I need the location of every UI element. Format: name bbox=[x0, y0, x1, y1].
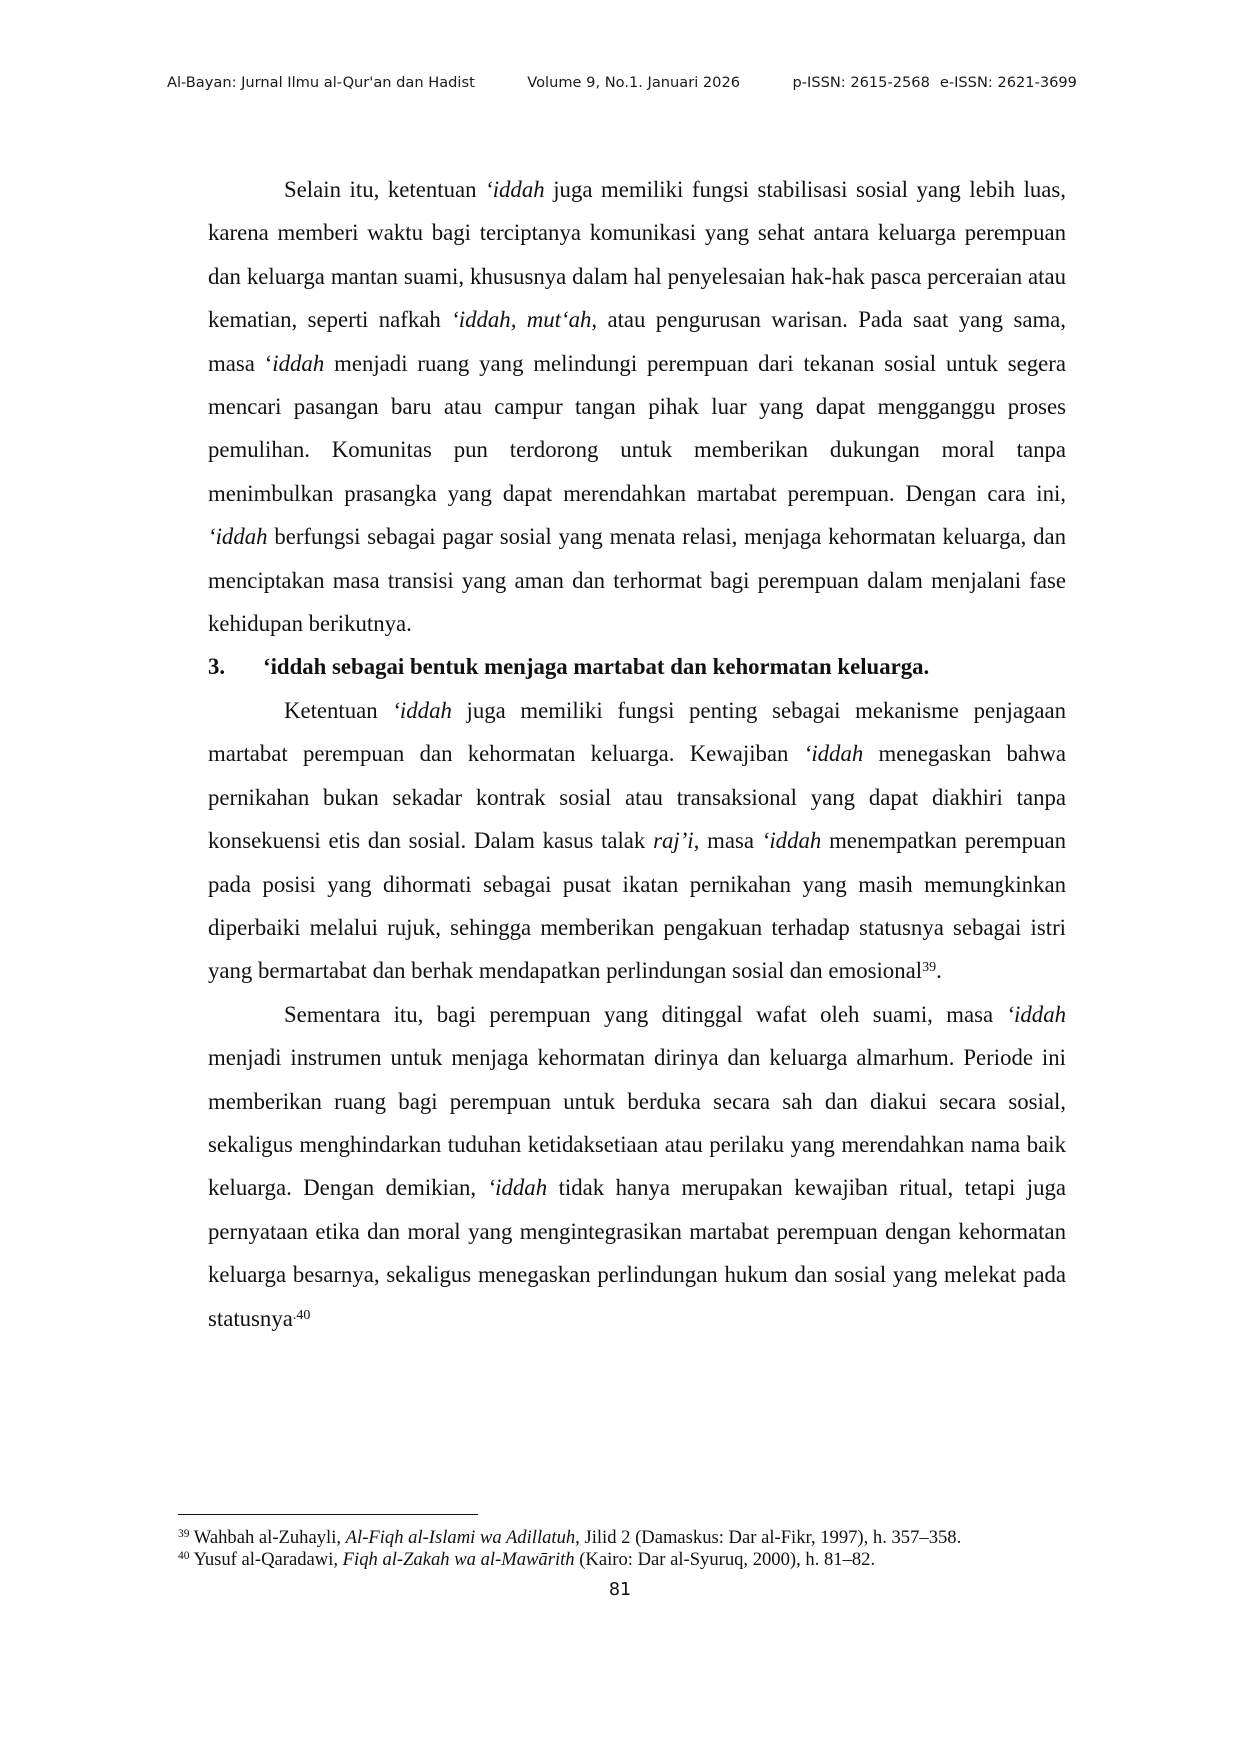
footnote-divider bbox=[178, 1514, 478, 1515]
running-header bbox=[167, 74, 1077, 91]
body-text bbox=[208, 168, 1066, 1340]
footnotes bbox=[178, 1527, 1078, 1572]
paragraph-social-stabilization: Selain itu, ketentuan ‘iddah juga memiliki fungsi stabilisasi sosial yang lebih luas, karena memberi waktu bagi terciptanya komunikasi yang sehat antara keluarga perempuan dan keluarga mantan suami, khususnya dalam hal penyelesaian hak-hak pasca perceraian atau kematian, seperti nafkah ‘iddah, mut‘ah, atau pengurusan warisan. Pada saat yang sama, masa ‘iddah menjadi ruang yang melindungi perempuan dari tekanan sosial untuk segera mencari pasangan baru atau campur tangan pihak luar yang dapat mengganggu proses pemulihan. Komunitas pun terdorong untuk memberikan dukungan moral tanpa menimbulkan prasangka yang dapat merendahkan martabat perempuan. Dengan cara ini, ‘iddah berfungsi sebagai pagar sosial yang menata relasi, menjaga kehormatan keluarga, dan menciptakan masa transisi yang aman dan terhormat bagi perempuan dalam menjalani fase kehidupan berikutnya. bbox=[208, 177, 1066, 637]
section-heading bbox=[208, 645, 1066, 688]
footnote-title: Al-Fiqh al-Islami wa Adillatuh bbox=[345, 1527, 576, 1548]
footnote-ref-40[interactable]: .40 bbox=[292, 1307, 311, 1323]
footnote-ref-39[interactable]: 39 bbox=[922, 960, 937, 976]
footnote-number: 40 bbox=[178, 1550, 190, 1563]
footnote-40: $^{40}$ Yusuf al-Qaradawi, Fiqh al-Zakah wa al-Mawārith (Kairo: Dar al-Syuruq, 2000), h. 81–82. bbox=[178, 1549, 876, 1571]
p-issn: p-ISSN: 2615-2568 bbox=[792, 74, 930, 91]
section-title: ‘iddah sebagai bentuk menjaga martabat dan kehormatan keluarga. bbox=[263, 654, 930, 680]
paragraph-dignity: Ketentuan ‘iddah juga memiliki fungsi penting sebagai mekanisme penjagaan martabat perempuan dan kehormatan keluarga. Kewajiban ‘iddah menegaskan bahwa pernikahan bukan sekadar kontrak sosial atau transaksional yang dapat diakhiri tanpa konsekuensi etis dan sosial. Dalam kasus talak raj’i, masa ‘iddah menempatkan perempuan pada posisi yang dihormati sebagai pusat ikatan pernikahan yang masih memungkinkan diperbaiki melalui rujuk, sehingga memberikan pengakuan terhadap statusnya sebagai istri yang bermartabat dan berhak mendapatkan perlindungan sosial dan emosional$^{39}$. bbox=[208, 697, 1066, 984]
section-number: 3. bbox=[208, 654, 226, 680]
footnote-39: $^{39}$ Wahbah al-Zuhayli, Al-Fiqh al-Islami wa Adillatuh, Jilid 2 (Damaskus: Dar al-Fikr, 1997), h. 357–358. bbox=[178, 1527, 962, 1548]
volume-info: Volume 9, No.1. Januari 2026 bbox=[527, 74, 741, 91]
journal-name: Al-Bayan: Jurnal Ilmu al-Qur'an dan Hadist bbox=[167, 74, 475, 91]
paragraph-widowhood: Sementara itu, bagi perempuan yang ditinggal wafat oleh suami, masa ‘iddah menjadi instrumen untuk menjaga kehormatan dirinya dan keluarga almarhum. Periode ini memberikan ruang bagi perempuan untuk berduka secara sah dan diakui secara sosial, sekaligus menghindarkan tuduhan ketidaksetiaan atau perilaku yang merendahkan nama baik keluarga. Dengan demikian, ‘iddah tidak hanya merupakan kewajiban ritual, tetapi juga pernyataan etika dan moral yang mengintegrasikan martabat perempuan dengan kehormatan keluarga besarnya, sekaligus menegaskan perlindungan hukum dan sosial yang melekat pada statusnya$^{.40}$ bbox=[208, 1001, 1066, 1331]
footnote-title: Fiqh al-Zakah wa al-Mawārith bbox=[342, 1549, 575, 1571]
issn-info bbox=[792, 74, 1077, 91]
page-number: 81 bbox=[608, 1580, 632, 1600]
e-issn: e-ISSN: 2621-3699 bbox=[939, 74, 1077, 91]
footnote-number: 39 bbox=[178, 1528, 190, 1540]
